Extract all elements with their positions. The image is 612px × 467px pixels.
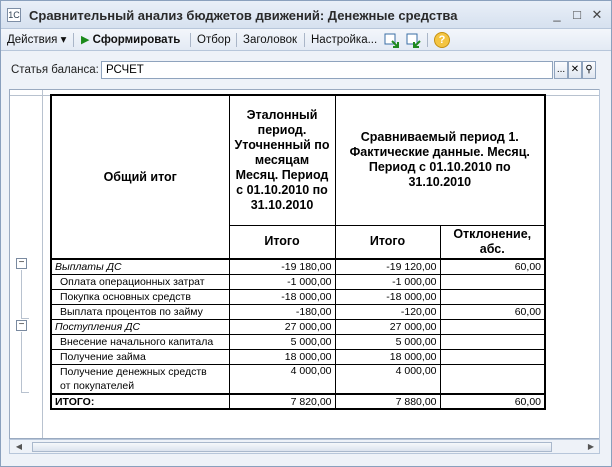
subheader-base-total: Итого: [229, 225, 335, 259]
search-icon[interactable]: ⚲: [582, 61, 596, 79]
table-row[interactable]: [51, 289, 545, 304]
cell-deviation: 60,00: [440, 304, 545, 319]
settings-button[interactable]: Настройка...: [311, 34, 378, 46]
row-label: Поступления ДС: [51, 319, 229, 334]
group-line: [21, 332, 22, 392]
row-label: Выплата процентов по займу: [51, 304, 229, 319]
cell-base: 4 000,00: [229, 364, 335, 394]
cell-compare: 4 000,00: [335, 364, 440, 394]
vertical-scrollbar[interactable]: [599, 89, 611, 439]
cell-base: -180,00: [229, 304, 335, 319]
save-settings-icon[interactable]: [405, 32, 421, 48]
toolbar-separator: [190, 33, 191, 47]
cell-base: -18 000,00: [229, 289, 335, 304]
maximize-button[interactable]: □: [573, 7, 581, 22]
table-row[interactable]: [51, 364, 545, 394]
cell-compare: 18 000,00: [335, 349, 440, 364]
cell-compare: -1 000,00: [335, 274, 440, 289]
cell-compare: -18 000,00: [335, 289, 440, 304]
cell-deviation: [440, 319, 545, 334]
row-label: Выплаты ДС: [51, 259, 229, 274]
report-table: [50, 94, 546, 410]
toolbar: [1, 29, 611, 51]
cell-compare: 5 000,00: [335, 334, 440, 349]
row-label: Внесение начального капитала: [51, 334, 229, 349]
group-line: [21, 392, 29, 393]
clear-button[interactable]: ✕: [568, 61, 582, 79]
table-row[interactable]: [51, 334, 545, 349]
cell-base: 5 000,00: [229, 334, 335, 349]
actions-menu[interactable]: Действия ▾: [7, 34, 67, 46]
cell-deviation: 60,00: [440, 259, 545, 274]
table-row[interactable]: [51, 274, 545, 289]
select-button[interactable]: ...: [554, 61, 568, 79]
restore-settings-icon[interactable]: [383, 32, 399, 48]
grouping-gutter: [10, 90, 48, 438]
window-title: Сравнительный анализ бюджетов движений: Денежные средства: [29, 8, 458, 23]
row-label-line1: Получение денежных средств: [60, 365, 207, 378]
subheader-compare-total: Итого: [335, 225, 440, 259]
cell-deviation: [440, 364, 545, 394]
app-icon: 1C: [8, 10, 20, 20]
subheader-deviation: Отклонение, абс.: [440, 225, 545, 259]
total-base: 7 820,00: [229, 394, 335, 409]
horizontal-scrollbar[interactable]: [9, 439, 600, 454]
play-icon: ▶: [81, 34, 90, 46]
collapse-group-icon[interactable]: −: [16, 320, 27, 331]
cell-base: -1 000,00: [229, 274, 335, 289]
cell-compare: -19 120,00: [335, 259, 440, 274]
cell-compare: 27 000,00: [335, 319, 440, 334]
collapse-group-icon[interactable]: −: [16, 258, 27, 269]
balance-item-input[interactable]: РСЧЕТ: [101, 61, 553, 79]
header-total: Общий итог: [51, 95, 229, 259]
report-sheet[interactable]: [9, 89, 600, 439]
close-button[interactable]: ✕: [591, 7, 603, 22]
scroll-left-icon[interactable]: ◀: [15, 442, 23, 451]
cell-deviation: [440, 289, 545, 304]
toolbar-separator: [73, 33, 74, 47]
row-label-line2: от покупателей: [60, 379, 135, 392]
generate-button[interactable]: [81, 32, 180, 48]
table-row[interactable]: [51, 259, 545, 274]
gutter-line: [42, 90, 43, 438]
title-bar: [1, 1, 611, 29]
help-icon[interactable]: ?: [434, 32, 450, 48]
header-compare-period: Сравниваемый период 1. Фактические данные. Месяц. Период с 01.10.2010 по 31.10.2010: [335, 95, 545, 225]
total-compare: 7 880,00: [335, 394, 440, 409]
total-row[interactable]: [51, 394, 545, 409]
row-label: Оплата операционных затрат: [51, 274, 229, 289]
table-row[interactable]: [51, 349, 545, 364]
table-row[interactable]: [51, 304, 545, 319]
row-label: Покупка основных средств: [51, 289, 229, 304]
cell-deviation: [440, 349, 545, 364]
table-row[interactable]: [51, 319, 545, 334]
cell-base: -19 180,00: [229, 259, 335, 274]
toolbar-separator: [236, 33, 237, 47]
scroll-right-icon[interactable]: ▶: [587, 442, 595, 451]
balance-item-label: Статья баланса:: [11, 64, 99, 76]
cell-deviation: [440, 274, 545, 289]
header-base-period: Эталонный период. Уточненный по месяцам Месяц. Период с 01.10.2010 по 31.10.2010: [229, 95, 335, 225]
cell-compare: -120,00: [335, 304, 440, 319]
header-button[interactable]: Заголовок: [243, 34, 298, 46]
total-deviation: 60,00: [440, 394, 545, 409]
toolbar-separator: [304, 33, 305, 47]
minimize-button[interactable]: _: [553, 7, 561, 22]
generate-label: Сформировать: [92, 34, 181, 46]
cell-base: 27 000,00: [229, 319, 335, 334]
row-label: Получение займа: [51, 349, 229, 364]
group-line: [21, 270, 22, 318]
total-label: ИТОГО:: [51, 394, 229, 409]
cell-base: 18 000,00: [229, 349, 335, 364]
selection-button[interactable]: Отбор: [197, 34, 231, 46]
scroll-thumb[interactable]: [32, 442, 552, 452]
cell-deviation: [440, 334, 545, 349]
row-label: [51, 364, 229, 394]
toolbar-separator: [427, 33, 428, 47]
